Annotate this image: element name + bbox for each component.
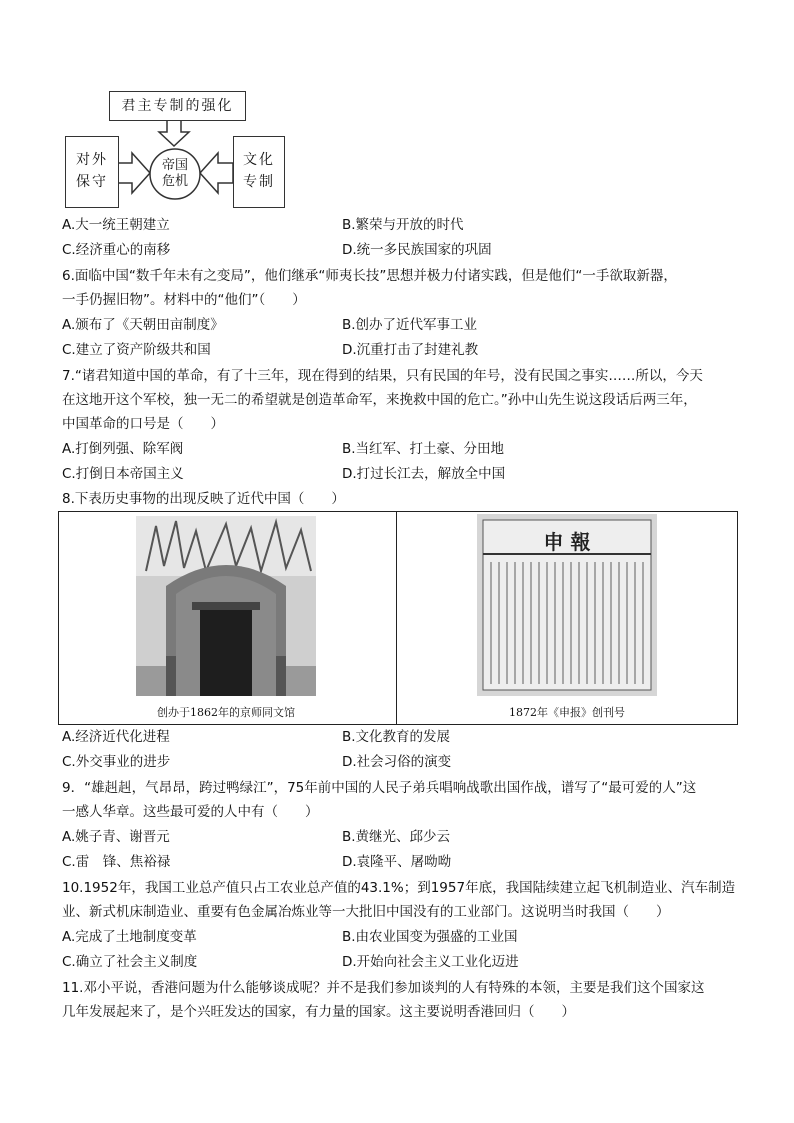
q11-stem-line2: 几年发展起来了，是个兴旺发达的国家，有力量的国家。这主要说明香港回归（ ） [62,1004,575,1020]
q8-option-a[interactable]: A.经济近代化进程 [62,729,170,745]
diagram-top-text: 君主专制的强化 [121,98,234,114]
q9-option-a[interactable]: A.姚子青、谢晋元 [62,829,170,845]
q5-option-c[interactable]: C.经济重心的南移 [62,242,171,258]
q11-stem-line1: 11.邓小平说，香港问题为什么能够谈成呢？并不是我们参加谈判的人有特殊的本领，主要是我们这个国家这 [62,980,705,996]
q8-option-d[interactable]: D.社会习俗的演变 [342,754,452,770]
q8-option-b[interactable]: B.文化教育的发展 [342,729,451,745]
shenbao-title: 申 報 [543,530,591,554]
diagram-top-box [109,91,246,121]
q7-stem-line2: 在这地开这个军校，独一无二的希望就是创造革命军，来挽救中国的危亡。”孙中山先生说这段话后两三年， [62,392,697,408]
q7-option-c[interactable]: C.打倒日本帝国主义 [62,466,184,482]
q9-stem-line2: 一感人华章。这些最可爱的人中有（ ） [62,804,319,820]
arrow-right-shape [117,153,150,193]
q7-option-a[interactable]: A.打倒列强、除军阀 [62,441,184,457]
q10-option-b[interactable]: B.由农业国变为强盛的工业国 [342,929,518,945]
q10-option-c[interactable]: C.确立了社会主义制度 [62,954,198,970]
diagram-right-line1: 文化 [243,152,275,168]
q6-stem-line2: 一手仍握旧物”。材料中的“他们”（ ） [62,292,306,308]
q5-option-d[interactable]: D.统一多民族国家的巩固 [342,242,492,258]
q9-option-c[interactable]: C.雷 锋、焦裕禄 [62,854,171,870]
tongwenguan-photo [136,516,316,696]
diagram-center-line1: 帝国 [161,158,188,173]
q10-option-d[interactable]: D.开始向社会主义工业化迈进 [342,954,519,970]
diagram-left-line2: 保守 [76,174,108,190]
q6-option-a[interactable]: A.颁布了《天朝田亩制度》 [62,317,224,333]
q8-stem-line1: 8.下表历史事物的出现反映了近代中国（ ） [62,491,345,507]
diagram-right-box [233,136,285,208]
arrow-left-shape [200,153,233,193]
q6-stem-line1: 6.面临中国“数千年未有之变局”，他们继承“师夷长技”思想并极力付诸实践，但是他们“一手欲取新器， [62,268,677,284]
diagram-left-box [65,136,119,208]
arrow-down-shape [159,120,189,146]
diagram-right-line2: 专制 [243,174,275,190]
q10-stem-line1: 10.1952年，我国工业总产值只占工农业总产值的43.1%；到1957年底，我国陆续建立起飞机制造业、汽车制造 [62,880,736,896]
diagram-center-text [150,158,200,190]
diagram-center-line2: 危机 [161,174,188,189]
q7-stem-line1: 7.“诸君知道中国的革命，有了十三年，现在得到的结果，只有民国的年号，没有民国之事实……所以，今天 [62,368,703,384]
q9-stem-line1: 9．“雄赳赳，气昂昂，跨过鸭绿江”，75年前中国的人民子弟兵唱响战歌出国作战，谱写了“最可爱的人”这 [62,780,697,796]
q7-option-b[interactable]: B.当红军、打土豪、分田地 [342,441,505,457]
q6-option-d[interactable]: D.沉重打击了封建礼教 [342,342,479,358]
q8-caption-left: 创办于1862年的京师同文馆 [157,706,295,719]
q6-option-c[interactable]: C.建立了资产阶级共和国 [62,342,211,358]
q5-option-a[interactable]: A.大一统王朝建立 [62,217,170,233]
q10-stem-line2: 业、新式机床制造业、重要有色金属冶炼业等一大批旧中国没有的工业部门。这说明当时我国（ ） [62,904,670,920]
q9-option-d[interactable]: D.袁隆平、屠呦呦 [342,854,452,870]
q9-option-b[interactable]: B.黄继光、邱少云 [342,829,451,845]
q8-option-c[interactable]: C.外交事业的进步 [62,754,171,770]
q7-stem-line3: 中国革命的口号是（ ） [62,416,224,432]
q6-option-b[interactable]: B.创办了近代军事工业 [342,317,478,333]
q8-table-divider [396,512,397,724]
q8-caption-right: 1872年《申报》创刊号 [509,706,625,719]
q5-option-b[interactable]: B.繁荣与开放的时代 [342,217,464,233]
diagram-left-line1: 对外 [76,152,108,168]
q10-option-a[interactable]: A.完成了土地制度变革 [62,929,197,945]
q7-option-d[interactable]: D.打过长江去，解放全中国 [342,466,506,482]
